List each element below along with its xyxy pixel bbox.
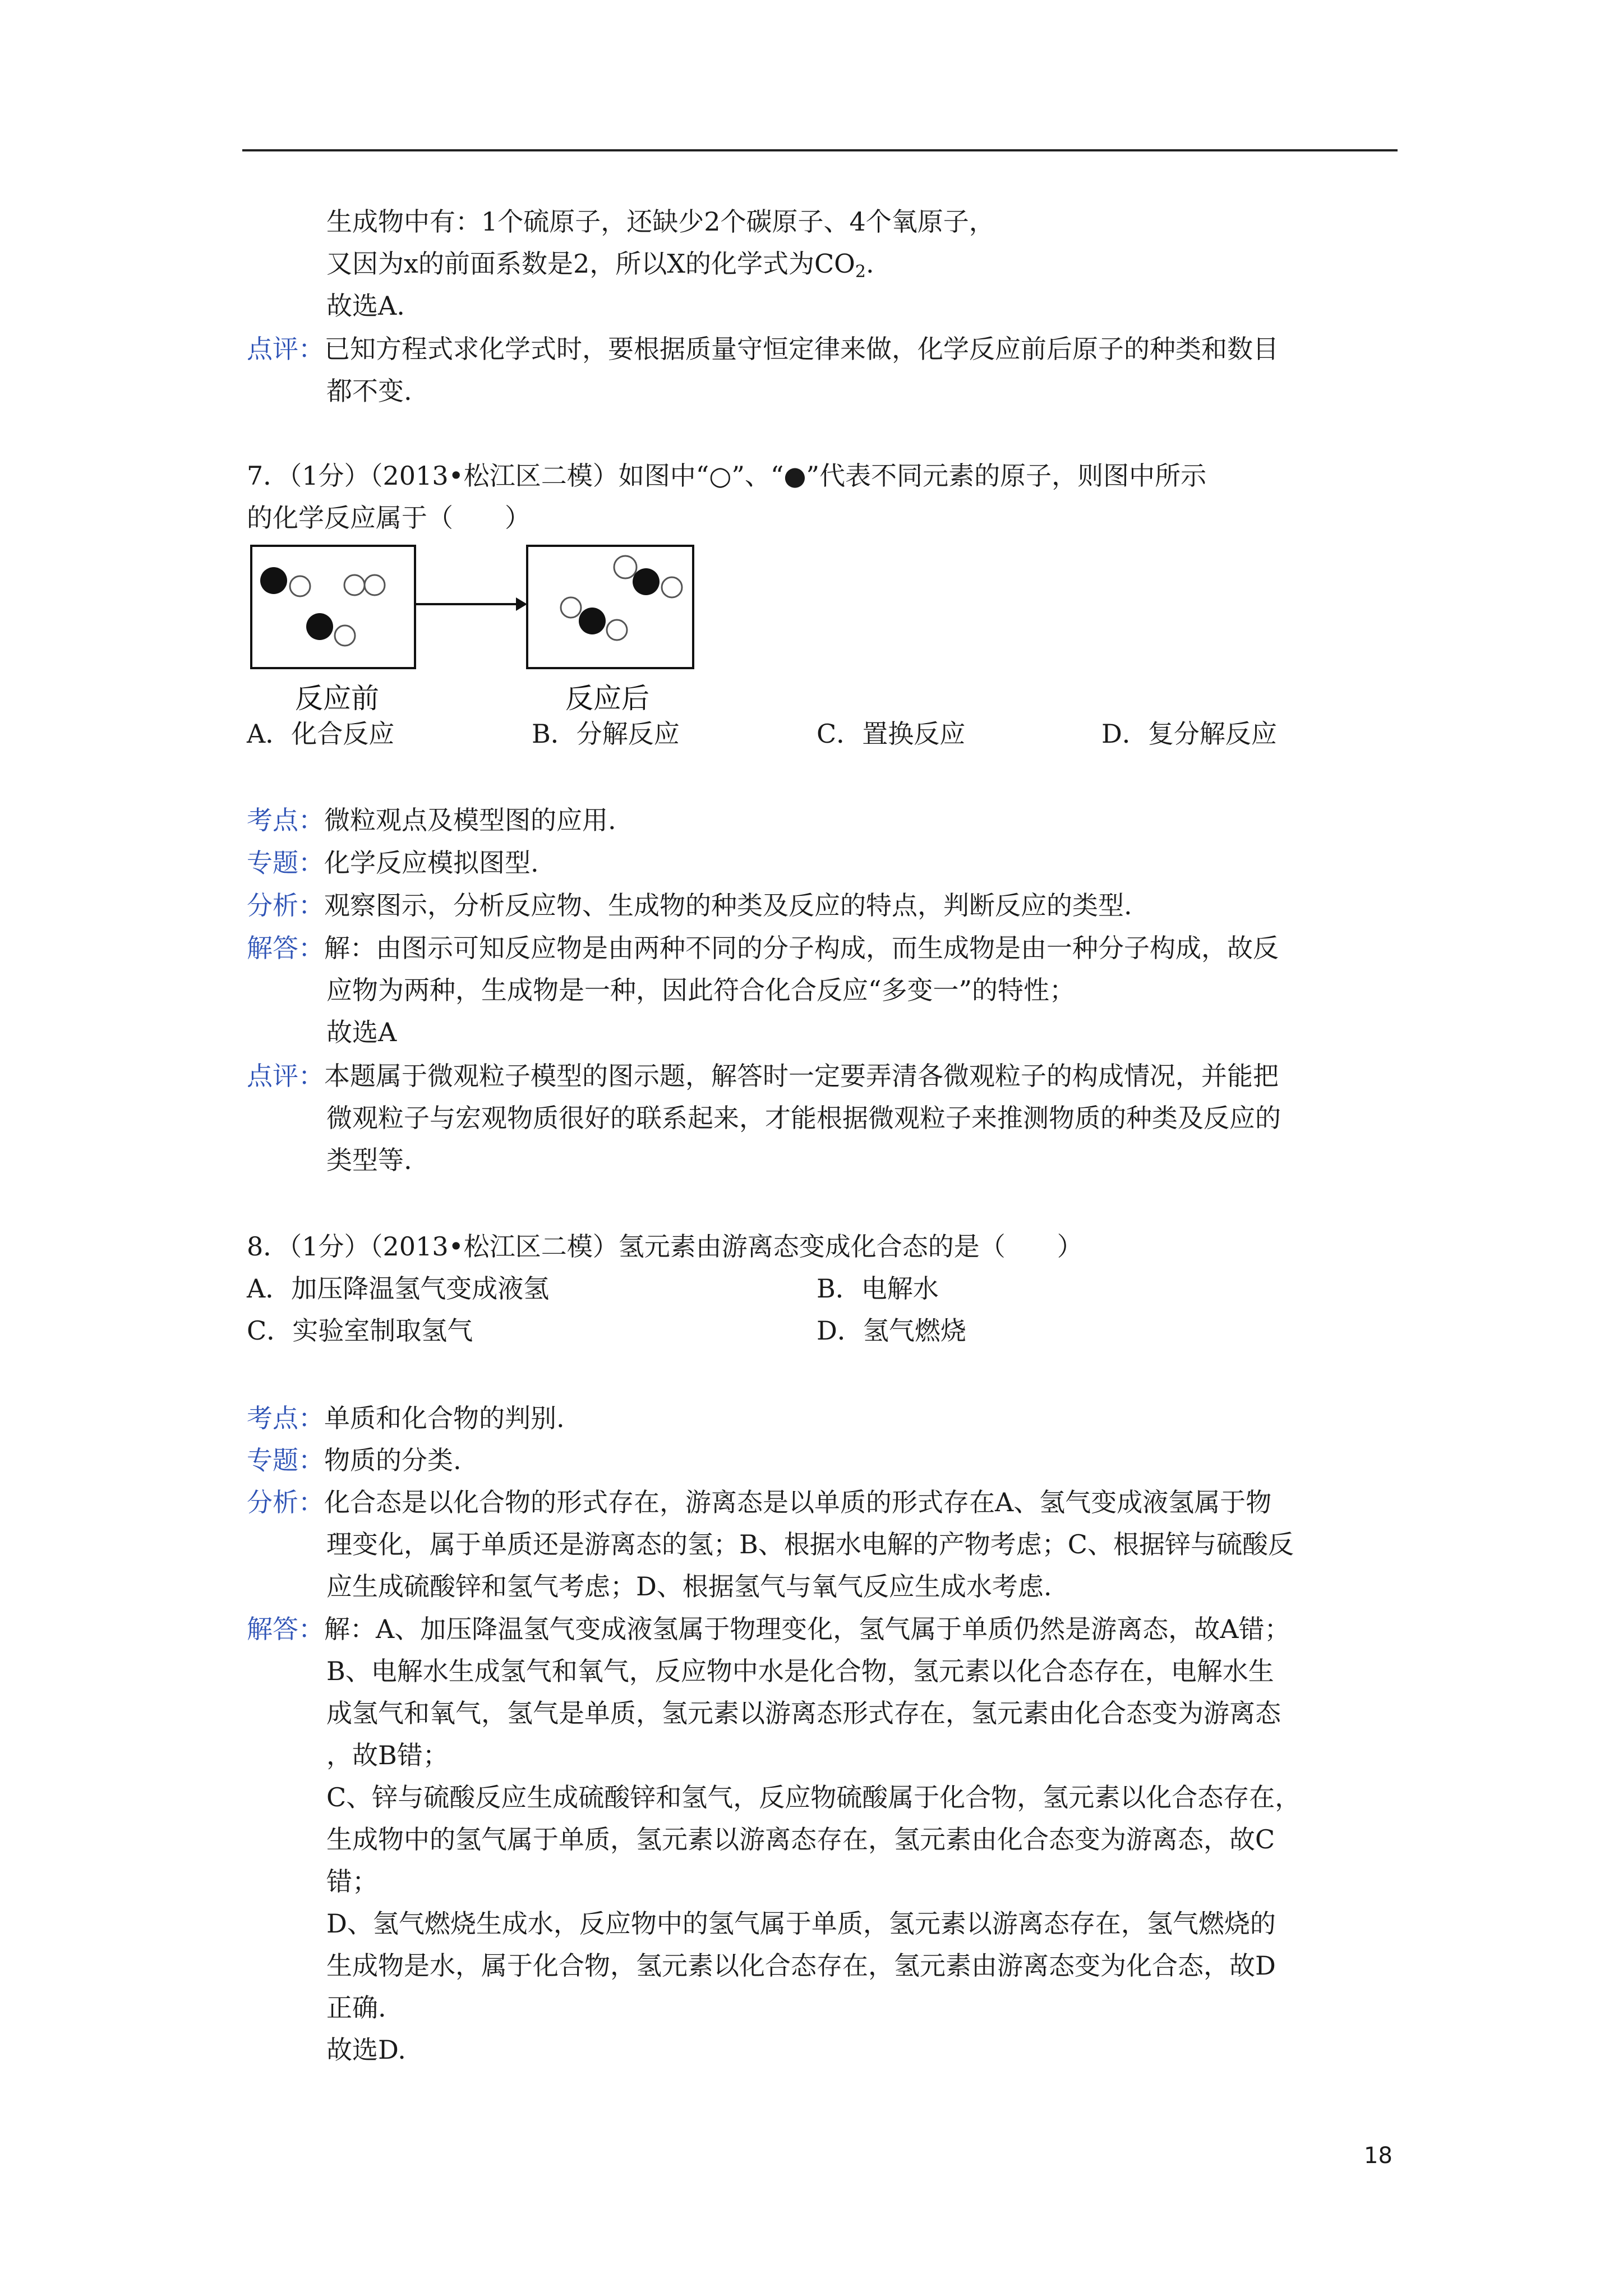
- black-atom: [260, 567, 287, 594]
- after-box: [527, 546, 693, 668]
- fenxi-label: 分析：: [247, 1487, 324, 1517]
- q8-zhuanti: [247, 1443, 462, 1477]
- question-8-stem: 8．（1分）（2013•松江区二模）氢元素由游离态变成化合态的是（ ）: [247, 1231, 1083, 1262]
- header-rule: [242, 149, 1398, 151]
- arrow-head: [516, 597, 527, 611]
- zhuanti-text: 化学反应模拟图型.: [324, 848, 539, 878]
- q7-dianping: [247, 1059, 1279, 1093]
- q7-option-b: B．分解反应: [532, 719, 680, 749]
- q7-fenxi: [247, 889, 1132, 922]
- white-atom: [365, 575, 385, 595]
- comment-label: 点评：: [247, 334, 324, 364]
- answer-line: 故选A.: [326, 291, 405, 321]
- q8-option-d: D．氢气燃烧: [817, 1315, 966, 1346]
- q8-jieda-line: C、锌与硫酸反应生成硫酸锌和氢气，反应物硫酸属于化合物，氢元素以化合态存在，: [326, 1782, 1301, 1812]
- kaodian-label: 考点：: [247, 1403, 324, 1433]
- q8-fenxi-line: 应生成硫酸锌和氢气考虑；D、根据氢气与氧气反应生成水考虑.: [326, 1571, 1052, 1602]
- q7-dianping-line: 微观粒子与宏观物质很好的联系起来，才能根据微观粒子来推测物质的种类及反应的: [326, 1103, 1281, 1133]
- white-atom: [614, 556, 637, 578]
- q8-jieda-line: 生成物是水，属于化合物，氢元素以化合态存在，氢元素由游离态变为化合态，故D: [326, 1950, 1276, 1981]
- dianping-label: 点评：: [247, 1061, 324, 1091]
- reaction-diagram: [247, 541, 763, 726]
- question-7-stem: 7．（1分）（2013•松江区二模）如图中“○”、“●”代表不同元素的原子，则图中所示: [247, 461, 1207, 491]
- q7-kaodian: [247, 803, 616, 837]
- kaodian-text: 微粒观点及模型图的应用.: [324, 805, 616, 835]
- q8-option-c: C．实验室制取氢气: [247, 1315, 473, 1346]
- q8-fenxi: [247, 1485, 1271, 1519]
- white-atom: [561, 597, 581, 618]
- before-box: [251, 546, 415, 668]
- q7-jieda-line: 故选A: [326, 1017, 397, 1047]
- kaodian-label: 考点：: [247, 805, 324, 835]
- q7-jieda: [247, 931, 1279, 965]
- jieda-label: 解答：: [247, 1614, 324, 1644]
- black-atom: [579, 608, 606, 634]
- q7-jieda-line: 应物为两种，生成物是一种，因此符合化合反应“多变一”的特性；: [326, 975, 1076, 1005]
- page-number: 18: [1364, 2143, 1393, 2169]
- comment-text: 已知方程式求化学式时，要根据质量守恒定律来做，化学反应前后原子的种类和数目: [324, 334, 1279, 364]
- q7-option-d: D．复分解反应: [1101, 719, 1277, 749]
- zhuanti-label: 专题：: [247, 1445, 324, 1475]
- q8-jieda-line: 生成物中的氢气属于单质，氢元素以游离态存在，氢元素由化合态变为游离态，故C: [326, 1824, 1275, 1855]
- q7-option-a: A．化合反应: [247, 719, 395, 749]
- q7-option-c: C．置换反应: [817, 719, 966, 749]
- white-atom: [335, 625, 355, 646]
- q8-option-a: A．加压降温氢气变成液氢: [247, 1273, 550, 1304]
- kaodian-text: 单质和化合物的判别.: [324, 1403, 565, 1433]
- white-atom: [607, 620, 627, 640]
- q8-option-b: B．电解水: [817, 1273, 939, 1304]
- q8-jieda-line: 故选D.: [326, 2035, 406, 2065]
- jieda-text: 解：由图示可知反应物是由两种不同的分子构成，而生成物是由一种分子构成，故反: [324, 933, 1279, 963]
- answer-line: 生成物中有：1个硫原子，还缺少2个碳原子、4个氧原子，: [326, 206, 995, 237]
- q8-jieda-line: 正确.: [326, 1993, 386, 2023]
- q7-zhuanti: [247, 846, 539, 880]
- white-atom: [662, 577, 682, 597]
- before-label: 反应前: [295, 682, 379, 715]
- q8-jieda-line: ，故B错；: [326, 1740, 449, 1770]
- white-atom: [290, 576, 310, 596]
- q8-fenxi-line: 理变化，属于单质还是游离态的氢；B、根据水电解的产物考虑；C、根据锌与硫酸反: [326, 1529, 1294, 1559]
- answer-line: [326, 247, 874, 289]
- fenxi-text: 观察图示，分析反应物、生成物的种类及反应的特点，判断反应的类型.: [324, 890, 1132, 921]
- subscript: 2: [855, 262, 866, 282]
- fenxi-label: 分析：: [247, 890, 324, 921]
- comment-line: 都不变.: [326, 376, 412, 406]
- jieda-label: 解答：: [247, 933, 324, 963]
- q8-jieda-line: 成氢气和氧气，氢气是单质，氢元素以游离态形式存在，氢元素由化合态变为游离态: [326, 1698, 1281, 1728]
- answer-text: .: [865, 249, 874, 279]
- dianping-text: 本题属于微观粒子模型的图示题，解答时一定要弄清各微观粒子的构成情况，并能把: [324, 1061, 1279, 1091]
- white-atom: [344, 575, 365, 595]
- zhuanti-label: 专题：: [247, 848, 324, 878]
- comment-row: [247, 332, 1279, 366]
- question-7-stem: 的化学反应属于（ ）: [247, 503, 531, 533]
- q8-jieda: [247, 1612, 1290, 1646]
- q8-jieda-line: B、电解水生成氢气和氧气，反应物中水是化合物，氢元素以化合态存在，电解水生: [326, 1656, 1274, 1686]
- fenxi-text: 化合态是以化合物的形式存在，游离态是以单质的形式存在A、氢气变成液氢属于物: [324, 1487, 1272, 1517]
- after-label: 反应后: [565, 682, 649, 715]
- q8-jieda-line: 错；: [326, 1866, 378, 1897]
- answer-text: 又因为x的前面系数是2，所以X的化学式为CO: [326, 249, 855, 279]
- zhuanti-text: 物质的分类.: [324, 1445, 462, 1475]
- q8-jieda-line: D、氢气燃烧生成水，反应物中的氢气属于单质，氢元素以游离态存在，氢气燃烧的: [326, 1908, 1276, 1939]
- q8-kaodian: [247, 1401, 565, 1435]
- jieda-text: 解：A、加压降温氢气变成液氢属于物理变化，氢气属于单质仍然是游离态，故A错；: [324, 1614, 1290, 1644]
- black-atom: [306, 613, 333, 640]
- q7-dianping-line: 类型等.: [326, 1145, 412, 1175]
- black-atom: [633, 568, 660, 595]
